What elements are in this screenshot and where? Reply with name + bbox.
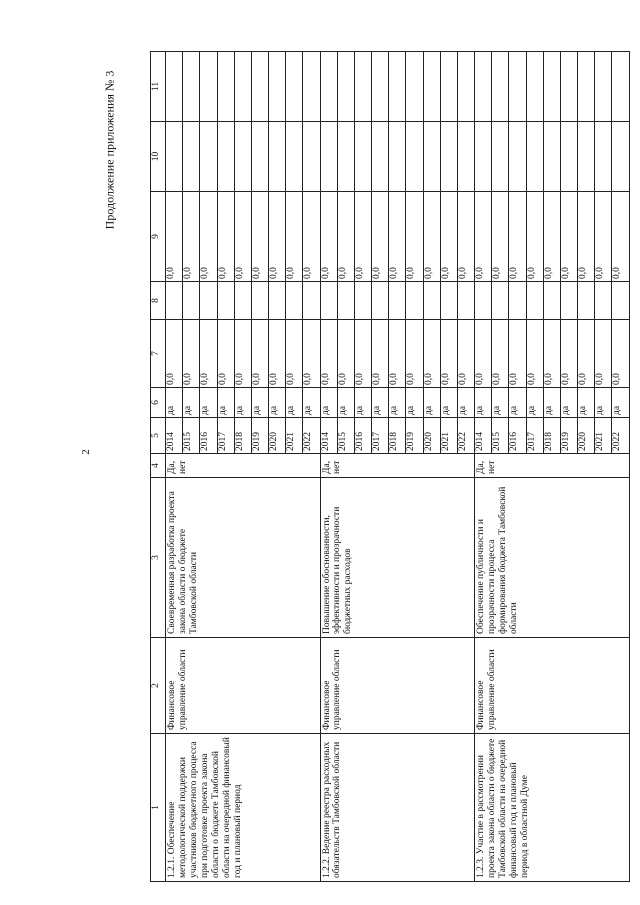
value-cell: да — [337, 388, 354, 418]
empty-cell — [269, 52, 286, 122]
empty-cell — [389, 122, 406, 192]
year-cell: 2020 — [269, 418, 286, 454]
year-cell: 2016 — [354, 418, 371, 454]
empty-cell — [286, 52, 303, 122]
empty-cell — [354, 122, 371, 192]
empty-cell — [526, 282, 543, 320]
amount-cell: 0,0 — [492, 320, 509, 388]
empty-cell — [389, 52, 406, 122]
empty-cell — [200, 122, 217, 192]
value-cell: да — [612, 388, 630, 418]
amount-cell: 0,0 — [543, 320, 560, 388]
amount-cell: 0,0 — [595, 192, 612, 282]
year-cell: 2020 — [423, 418, 440, 454]
empty-cell — [217, 282, 234, 320]
year-cell: 2019 — [251, 418, 268, 454]
appendix-label: Продолжение приложения № 3 — [102, 70, 117, 230]
empty-cell — [543, 122, 560, 192]
amount-cell: 0,0 — [457, 192, 474, 282]
empty-cell — [440, 52, 457, 122]
column-header-9: 9 — [151, 192, 166, 282]
amount-cell: 0,0 — [578, 192, 595, 282]
value-cell: да — [166, 388, 183, 418]
indicator-unit: Да, нет — [320, 454, 475, 478]
empty-cell — [251, 282, 268, 320]
empty-cell — [560, 282, 577, 320]
empty-cell — [269, 122, 286, 192]
empty-cell — [526, 122, 543, 192]
column-header-1: 1 — [151, 734, 166, 882]
amount-cell: 0,0 — [406, 320, 423, 388]
empty-cell — [166, 122, 183, 192]
value-cell: да — [578, 388, 595, 418]
year-cell: 2017 — [372, 418, 389, 454]
indicator-unit: Да, нет — [475, 454, 630, 478]
value-cell: да — [234, 388, 251, 418]
empty-cell — [234, 122, 251, 192]
value-cell: да — [320, 388, 337, 418]
measure-name: 1.2.1. Обеспечение методологической поддержки участников бюджетного процесса при подготовке проекта закона области о бюджете Тамбовской области на очередной финансовый год и плановый период — [166, 734, 321, 882]
value-cell: да — [440, 388, 457, 418]
value-cell: да — [406, 388, 423, 418]
value-cell: да — [423, 388, 440, 418]
column-header-7: 7 — [151, 320, 166, 388]
empty-cell — [286, 122, 303, 192]
empty-cell — [337, 52, 354, 122]
year-cell: 2014 — [475, 418, 492, 454]
empty-cell — [320, 122, 337, 192]
value-cell: да — [543, 388, 560, 418]
empty-cell — [612, 122, 630, 192]
empty-cell — [269, 282, 286, 320]
empty-cell — [509, 122, 526, 192]
empty-cell — [303, 282, 320, 320]
empty-cell — [595, 122, 612, 192]
empty-cell — [166, 52, 183, 122]
empty-cell — [217, 52, 234, 122]
year-cell: 2015 — [492, 418, 509, 454]
value-cell: да — [560, 388, 577, 418]
empty-cell — [578, 122, 595, 192]
empty-cell — [578, 282, 595, 320]
amount-cell: 0,0 — [251, 320, 268, 388]
empty-cell — [475, 282, 492, 320]
amount-cell: 0,0 — [423, 320, 440, 388]
year-cell: 2019 — [560, 418, 577, 454]
empty-cell — [183, 282, 200, 320]
column-header-10: 10 — [151, 122, 166, 192]
value-cell: да — [251, 388, 268, 418]
value-cell: да — [475, 388, 492, 418]
amount-cell: 0,0 — [578, 320, 595, 388]
empty-cell — [303, 52, 320, 122]
empty-cell — [492, 282, 509, 320]
empty-cell — [217, 122, 234, 192]
column-header-11: 11 — [151, 52, 166, 122]
amount-cell: 0,0 — [166, 192, 183, 282]
amount-cell: 0,0 — [612, 320, 630, 388]
amount-cell: 0,0 — [457, 320, 474, 388]
year-cell: 2019 — [406, 418, 423, 454]
page-number: 2 — [80, 449, 92, 455]
value-cell: да — [457, 388, 474, 418]
empty-cell — [372, 282, 389, 320]
empty-cell — [337, 282, 354, 320]
amount-cell: 0,0 — [200, 192, 217, 282]
amount-cell: 0,0 — [372, 192, 389, 282]
amount-cell: 0,0 — [475, 192, 492, 282]
amount-cell: 0,0 — [406, 192, 423, 282]
measure-name: 1.2.3. Участие в рассмотрении проекта закона области о бюджете Тамбовской области на очередной финансовый год и плановый период в областной Думе — [475, 734, 630, 882]
year-cell: 2021 — [440, 418, 457, 454]
year-cell: 2021 — [595, 418, 612, 454]
empty-cell — [475, 122, 492, 192]
amount-cell: 0,0 — [423, 192, 440, 282]
amount-cell: 0,0 — [234, 320, 251, 388]
year-cell: 2014 — [166, 418, 183, 454]
amount-cell: 0,0 — [509, 320, 526, 388]
empty-cell — [560, 122, 577, 192]
empty-cell — [509, 282, 526, 320]
empty-cell — [354, 282, 371, 320]
empty-cell — [457, 52, 474, 122]
amount-cell: 0,0 — [354, 192, 371, 282]
column-header-2: 2 — [151, 638, 166, 734]
amount-cell: 0,0 — [337, 192, 354, 282]
amount-cell: 0,0 — [475, 320, 492, 388]
measure-goal: Повышение обоснованности, эффективности и прозрачности бюджетных расходов — [320, 478, 475, 638]
responsible-org: Финансовое управление области — [166, 638, 321, 734]
empty-cell — [354, 52, 371, 122]
empty-cell — [612, 52, 630, 122]
empty-cell — [183, 122, 200, 192]
amount-cell: 0,0 — [372, 320, 389, 388]
year-cell: 2016 — [200, 418, 217, 454]
empty-cell — [578, 52, 595, 122]
value-cell: да — [303, 388, 320, 418]
year-cell: 2018 — [389, 418, 406, 454]
amount-cell: 0,0 — [440, 192, 457, 282]
value-cell: да — [492, 388, 509, 418]
amount-cell: 0,0 — [183, 192, 200, 282]
column-header-5: 5 — [151, 418, 166, 454]
empty-cell — [423, 122, 440, 192]
year-cell: 2015 — [183, 418, 200, 454]
empty-cell — [612, 282, 630, 320]
amount-cell: 0,0 — [354, 320, 371, 388]
column-header-3: 3 — [151, 478, 166, 638]
amount-cell: 0,0 — [389, 192, 406, 282]
amount-cell: 0,0 — [303, 320, 320, 388]
amount-cell: 0,0 — [560, 192, 577, 282]
empty-cell — [492, 52, 509, 122]
empty-cell — [595, 282, 612, 320]
amount-cell: 0,0 — [251, 192, 268, 282]
table-area — [150, 52, 640, 878]
table-row — [475, 52, 492, 882]
header-row — [151, 52, 166, 882]
amount-cell: 0,0 — [543, 192, 560, 282]
empty-cell — [560, 52, 577, 122]
empty-cell — [492, 122, 509, 192]
year-cell: 2016 — [509, 418, 526, 454]
value-cell: да — [286, 388, 303, 418]
amount-cell: 0,0 — [286, 320, 303, 388]
amount-cell: 0,0 — [320, 320, 337, 388]
value-cell: да — [526, 388, 543, 418]
year-cell: 2017 — [526, 418, 543, 454]
empty-cell — [251, 122, 268, 192]
empty-cell — [200, 282, 217, 320]
year-cell: 2020 — [578, 418, 595, 454]
empty-cell — [406, 282, 423, 320]
amount-cell: 0,0 — [166, 320, 183, 388]
empty-cell — [406, 52, 423, 122]
year-cell: 2018 — [234, 418, 251, 454]
empty-cell — [595, 52, 612, 122]
amount-cell: 0,0 — [217, 192, 234, 282]
indicator-unit: Да, нет — [166, 454, 321, 478]
empty-cell — [234, 282, 251, 320]
year-cell: 2021 — [286, 418, 303, 454]
year-cell: 2015 — [337, 418, 354, 454]
year-cell: 2017 — [217, 418, 234, 454]
value-cell: да — [389, 388, 406, 418]
table-row — [320, 52, 337, 882]
empty-cell — [509, 52, 526, 122]
value-cell: да — [183, 388, 200, 418]
measure-name: 1.2.2. Ведение реестра расходных обязательств Тамбовской области — [320, 734, 475, 882]
empty-cell — [251, 52, 268, 122]
amount-cell: 0,0 — [234, 192, 251, 282]
empty-cell — [389, 282, 406, 320]
amount-cell: 0,0 — [269, 320, 286, 388]
column-header-8: 8 — [151, 282, 166, 320]
empty-cell — [440, 282, 457, 320]
value-cell: да — [509, 388, 526, 418]
responsible-org: Финансовое управление области — [475, 638, 630, 734]
empty-cell — [372, 122, 389, 192]
year-cell: 2014 — [320, 418, 337, 454]
amount-cell: 0,0 — [389, 320, 406, 388]
year-cell: 2022 — [303, 418, 320, 454]
empty-cell — [543, 282, 560, 320]
empty-cell — [423, 52, 440, 122]
empty-cell — [543, 52, 560, 122]
empty-cell — [286, 282, 303, 320]
amount-cell: 0,0 — [217, 320, 234, 388]
amount-cell: 0,0 — [509, 192, 526, 282]
empty-cell — [234, 52, 251, 122]
empty-cell — [406, 122, 423, 192]
amount-cell: 0,0 — [320, 192, 337, 282]
empty-cell — [337, 122, 354, 192]
amount-cell: 0,0 — [286, 192, 303, 282]
measure-goal: Обеспечение публичности и прозрачности процесса формирования бюджета Тамбовской области — [475, 478, 630, 638]
column-header-4: 4 — [151, 454, 166, 478]
amount-cell: 0,0 — [200, 320, 217, 388]
amount-cell: 0,0 — [612, 192, 630, 282]
table-row — [166, 52, 183, 882]
value-cell: да — [372, 388, 389, 418]
empty-cell — [423, 282, 440, 320]
empty-cell — [475, 52, 492, 122]
year-cell: 2022 — [457, 418, 474, 454]
amount-cell: 0,0 — [303, 192, 320, 282]
amount-cell: 0,0 — [560, 320, 577, 388]
empty-cell — [320, 52, 337, 122]
column-header-6: 6 — [151, 388, 166, 418]
value-cell: да — [217, 388, 234, 418]
empty-cell — [303, 122, 320, 192]
amount-cell: 0,0 — [595, 320, 612, 388]
responsible-org: Финансовое управление области — [320, 638, 475, 734]
value-cell: да — [595, 388, 612, 418]
amount-cell: 0,0 — [440, 320, 457, 388]
amount-cell: 0,0 — [492, 192, 509, 282]
amount-cell: 0,0 — [269, 192, 286, 282]
amount-cell: 0,0 — [337, 320, 354, 388]
empty-cell — [166, 282, 183, 320]
empty-cell — [440, 122, 457, 192]
empty-cell — [372, 52, 389, 122]
amount-cell: 0,0 — [526, 192, 543, 282]
program-table — [150, 51, 630, 882]
empty-cell — [320, 282, 337, 320]
value-cell: да — [200, 388, 217, 418]
empty-cell — [183, 52, 200, 122]
year-cell: 2018 — [543, 418, 560, 454]
measure-goal: Своевременная разработка проекта закона области о бюджете Тамбовской области — [166, 478, 321, 638]
empty-cell — [200, 52, 217, 122]
empty-cell — [457, 122, 474, 192]
value-cell: да — [269, 388, 286, 418]
year-cell: 2022 — [612, 418, 630, 454]
empty-cell — [526, 52, 543, 122]
amount-cell: 0,0 — [183, 320, 200, 388]
amount-cell: 0,0 — [526, 320, 543, 388]
empty-cell — [457, 282, 474, 320]
value-cell: да — [354, 388, 371, 418]
